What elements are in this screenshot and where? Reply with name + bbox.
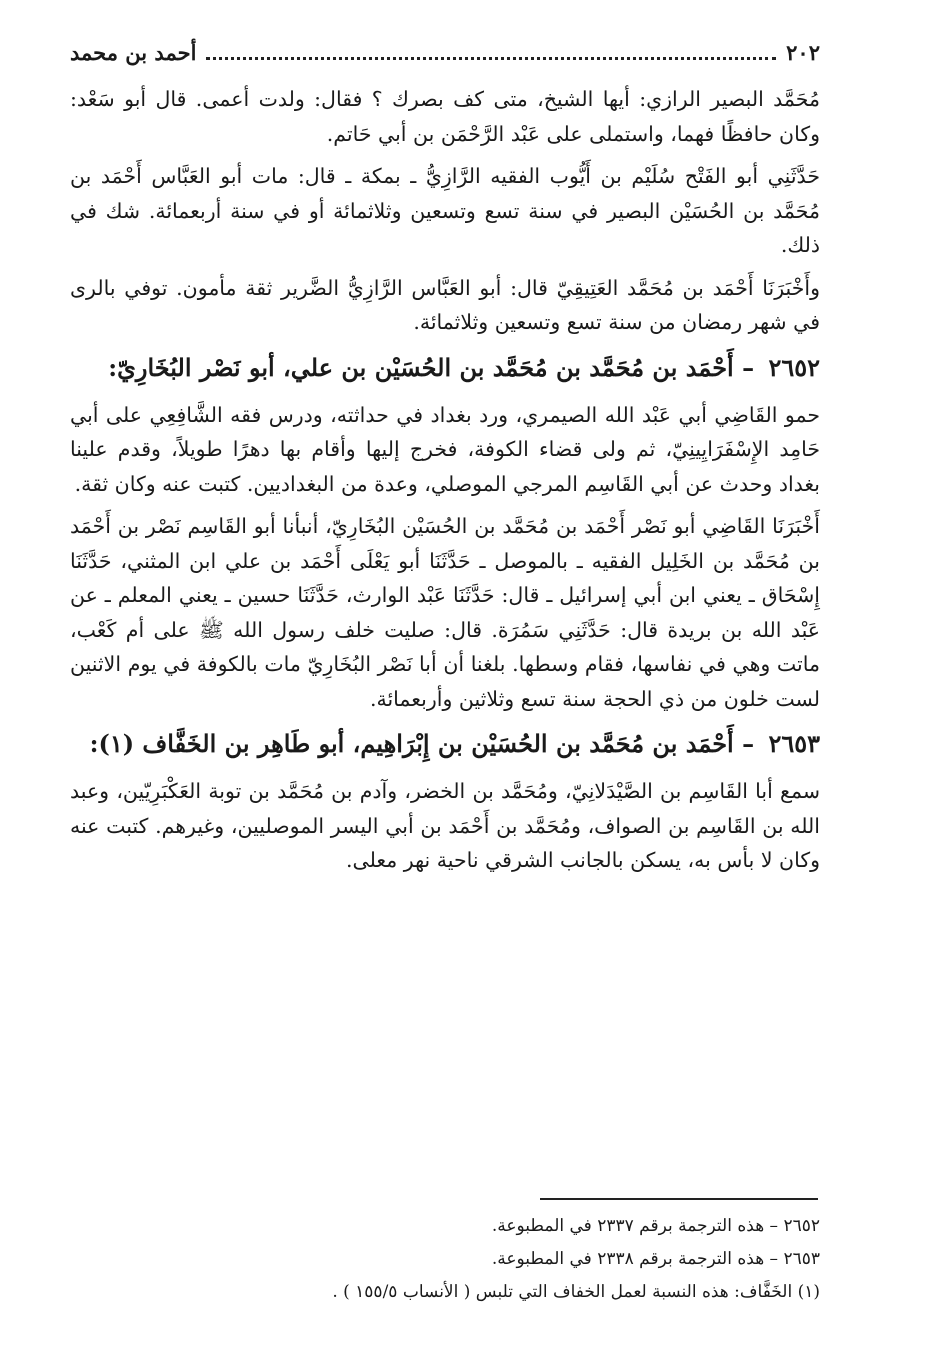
page-header	[70, 34, 820, 70]
footnote: (١) الخَفَّاف: هذه النسبة لعمل الخفاف التي تلبس ( الأنساب ١٥٥/٥ ) .	[332, 1282, 820, 1302]
footnote: ٢٦٥٣ – هذه الترجمة برقم ٢٣٣٨ في المطبوعة.	[491, 1249, 820, 1269]
main-text	[70, 82, 820, 886]
header-dotted-leader	[206, 45, 776, 60]
entry-title: – أَحْمَد بن مُحَمَّد بن مُحَمَّد بن الحُسَيْن بن علي، أبو نَصْر البُخَارِيّ:	[108, 352, 755, 382]
entry-heading	[70, 724, 820, 764]
entry-number: ٢٦٥٣	[768, 729, 820, 758]
footnotes	[70, 1212, 820, 1311]
paragraph: سمع أبا القَاسِم بن الصَّيْدَلانِيّ، ومُحَمَّد بن الخضر، وآدم بن مُحَمَّد بن توبة العَكْبَرِيّين، وعبد الله بن القَاسِم بن الصواف، ومُحَمَّد بن أَحْمَد بن أبي اليسر الموصليين، وغيرهم. كتبت عنه وكان لا بأس به، يسكن بالجانب الشرقي ناحية نهر معلى.	[70, 779, 820, 872]
entry-heading	[70, 348, 820, 388]
footnote: ٢٦٥٢ – هذه الترجمة برقم ٢٣٣٧ في المطبوعة.	[491, 1216, 820, 1236]
paragraph: مُحَمَّد البصير الرازي: أيها الشيخ، متى كف بصرك ؟ فقال: ولدت أعمى. قال أبو سَعْد: وكان حافظًا فهما، واستملى على عَبْد الرَّحْمَن بن أبي حَاتم.	[70, 87, 820, 146]
paragraph: حَدَّثَنِي أبو الفَتْح سُلَيْم بن أَيُّوب الفقيه الرَّازِيُّ ـ بمكة ـ قال: مات أبو العَبَّاس أَحْمَد بن مُحَمَّد بن الحُسَيْن البصير في سنة تسع وتسعين وثلاثمائة أو في سنة أربعمائة. شك في ذلك.	[70, 164, 820, 257]
paragraph: حمو القَاضِي أبي عَبْد الله الصيمري، ورد بغداد في حداثته، ودرس فقه الشَّافِعِي على أبي حَامِد الإِسْفَرَايِينِيّ، ثم ولى قضاء الكوفة، فخرج إليها وأقام بها دهرًا طويلاً، وقدم علينا بغداد وحدث عن أبي القَاسِم المرجي الموصلي، وعدة من البغداديين. كتبت عنه وكان ثقة.	[70, 402, 820, 496]
running-title: أحمد بن محمد	[70, 39, 197, 65]
page-number: ٢٠٢	[786, 39, 820, 65]
entry-title: – أَحْمَد بن مُحَمَّد بن الحُسَيْن بن إِبْرَاهِيم، أبو طَاهِر بن الخَفَّاف (١):	[89, 729, 755, 758]
paragraph: وأَخْبَرَنَا أَحْمَد بن مُحَمَّد العَتِيقِيّ قال: أبو العَبَّاس الرَّازِيُّ الضَّرير ثقة مأمون. توفي بالرى في شهر رمضان من سنة تسع وتسعين وثلاثمائة.	[70, 275, 820, 334]
paragraph: أَخْبَرَنَا القَاضِي أبو نَصْر أَحْمَد بن مُحَمَّد بن الحُسَيْن البُخَارِيّ، أنبأنا أبو القَاسِم نَصْر بن أَحْمَد بن مُحَمَّد بن الخَلِيل الفقيه ـ بالموصل ـ حَدَّثَنَا أبو يَعْلَى أَحْمَد بن علي ابن المثني، حَدَّثَنَا إِسْحَاق ـ يعني ابن أبي إسرائيل ـ قال: حَدَّثَنَا عَبْد الوارث، حَدَّثَنَا حسين ـ يعني المعلم ـ عن عَبْد الله بن بريدة قال: حَدَّثَنِي سَمُرَة. قال: صليت خلف رسول الله ﷺ على أم كَعْب، ماتت وهي في نفاسها، فقام وسطها. بلغنا أن أبا نَصْر البُخَارِيّ مات بالكوفة في يوم الاثنين لست خلون من ذي الحجة سنة تسع وثلاثين وأربعمائة.	[70, 514, 820, 711]
entry-number: ٢٦٥٢	[768, 352, 820, 382]
footnote-separator	[540, 1198, 818, 1200]
